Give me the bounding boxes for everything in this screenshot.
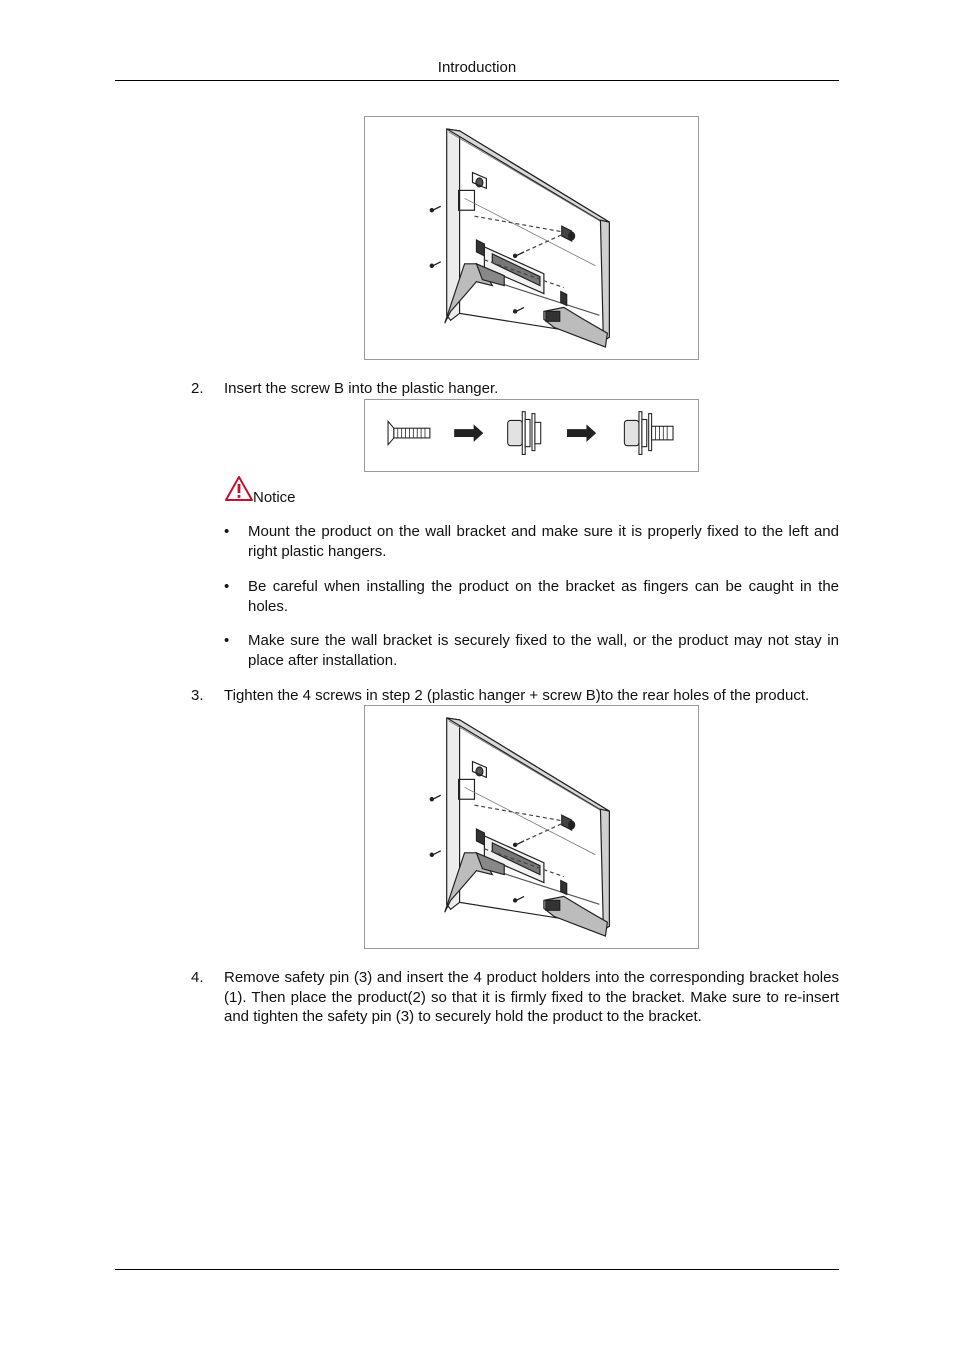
step-number: 3. [191,687,204,704]
bullet-text: Make sure the wall bracket is securely fixed to the wall, or the product may not stay in place after installation. [248,632,839,669]
bullet-symbol: • [224,578,230,595]
warning-triangle-icon [224,475,254,502]
footer-rule [115,1269,839,1270]
tv-rear-wall-mount-diagram-icon [365,706,698,948]
figure-screw-hanger [364,399,699,472]
step-text: Remove safety pin (3) and insert the 4 product holders into the corresponding bracket holes (1). Then place the product(2) so that it is firmly fixed to the bracket. Make sure to re-insert and tighten the safety pin (3) to securely hold the product to the bracket. [224,969,839,1025]
tv-rear-wall-mount-diagram-icon [365,117,698,359]
bullet-text: Be careful when installing the product on the bracket as fingers can be caught in the holes. [248,578,839,615]
header-title: Introduction [437,59,517,76]
bullet-symbol: • [224,632,230,649]
bullet-symbol: • [224,523,230,540]
figure-rear-view-1 [364,116,699,360]
figure-rear-view-2 [364,705,699,949]
header-rule [115,80,839,81]
bullet-text: Mount the product on the wall bracket and make sure it is properly fixed to the left and right plastic hangers. [248,523,839,560]
step-number: 2. [191,380,204,397]
step-number: 4. [191,969,204,986]
step-text: Insert the screw B into the plastic hanger. [224,380,499,397]
screw-into-hanger-diagram-icon [365,400,698,471]
notice-label: Notice [253,489,296,506]
step-text: Tighten the 4 screws in step 2 (plastic hanger + screw B)to the rear holes of the product. [224,687,810,704]
